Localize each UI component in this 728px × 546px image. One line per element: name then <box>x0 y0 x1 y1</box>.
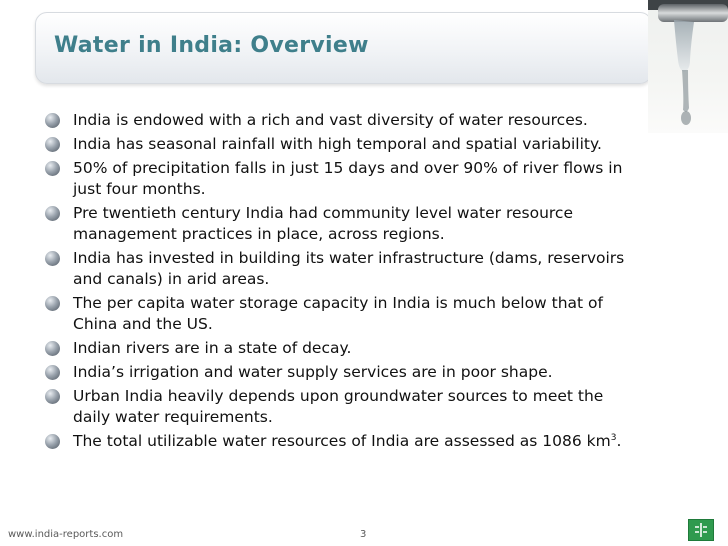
bullet-icon <box>45 389 60 404</box>
bullet-icon <box>45 296 60 311</box>
bullet-icon <box>45 206 60 221</box>
slide-title: Water in India: Overview <box>54 33 369 58</box>
bullet-icon <box>45 161 60 176</box>
bullet-suffix: . <box>616 432 622 450</box>
bullet-text: 50% of precipitation falls in just 15 days and over 90% of river flows in just four months. <box>73 159 623 198</box>
bullet-icon <box>45 251 60 266</box>
water-tap-image <box>648 0 728 133</box>
bullet-item <box>44 203 644 245</box>
bullet-item <box>44 431 644 452</box>
bullet-item <box>44 386 644 428</box>
bullet-item <box>44 362 644 383</box>
page-number: 3 <box>360 529 367 540</box>
bullet-text: India’s irrigation and water supply services are in poor shape. <box>73 363 553 381</box>
logo-mark <box>689 520 713 540</box>
water-tap-drawing <box>648 0 728 133</box>
bullet-item <box>44 293 644 335</box>
footer-url: www.india-reports.com <box>8 529 124 540</box>
bullet-item <box>44 248 644 290</box>
bullet-text: The total utilizable water resources of India are assessed as 1086 km <box>73 432 611 450</box>
bullet-item <box>44 338 644 359</box>
india-reports-logo-icon <box>688 519 714 541</box>
superscript: 3 <box>610 432 617 443</box>
bullet-icon <box>45 434 60 449</box>
bullet-item <box>44 110 644 131</box>
bullet-text: The per capita water storage capacity in India is much below that of China and the US. <box>73 294 603 333</box>
bullet-item <box>44 158 644 200</box>
bullet-icon <box>45 341 60 356</box>
bullet-text: India has seasonal rainfall with high temporal and spatial variability. <box>73 135 602 153</box>
bullet-text: India has invested in building its water infrastructure (dams, reservoirs and canals) in arid areas. <box>73 249 625 288</box>
bullet-item <box>44 134 644 155</box>
bullet-text: India is endowed with a rich and vast diversity of water resources. <box>73 111 588 129</box>
bullet-text: Indian rivers are in a state of decay. <box>73 339 352 357</box>
bullet-icon <box>45 365 60 380</box>
bullet-icon <box>45 137 60 152</box>
bullet-icon <box>45 113 60 128</box>
bullet-text: Pre twentieth century India had community level water resource management practices in place, across regions. <box>73 204 573 243</box>
bullet-text: Urban India heavily depends upon groundwater sources to meet the daily water requirements. <box>73 387 604 426</box>
bullet-list <box>44 110 644 455</box>
